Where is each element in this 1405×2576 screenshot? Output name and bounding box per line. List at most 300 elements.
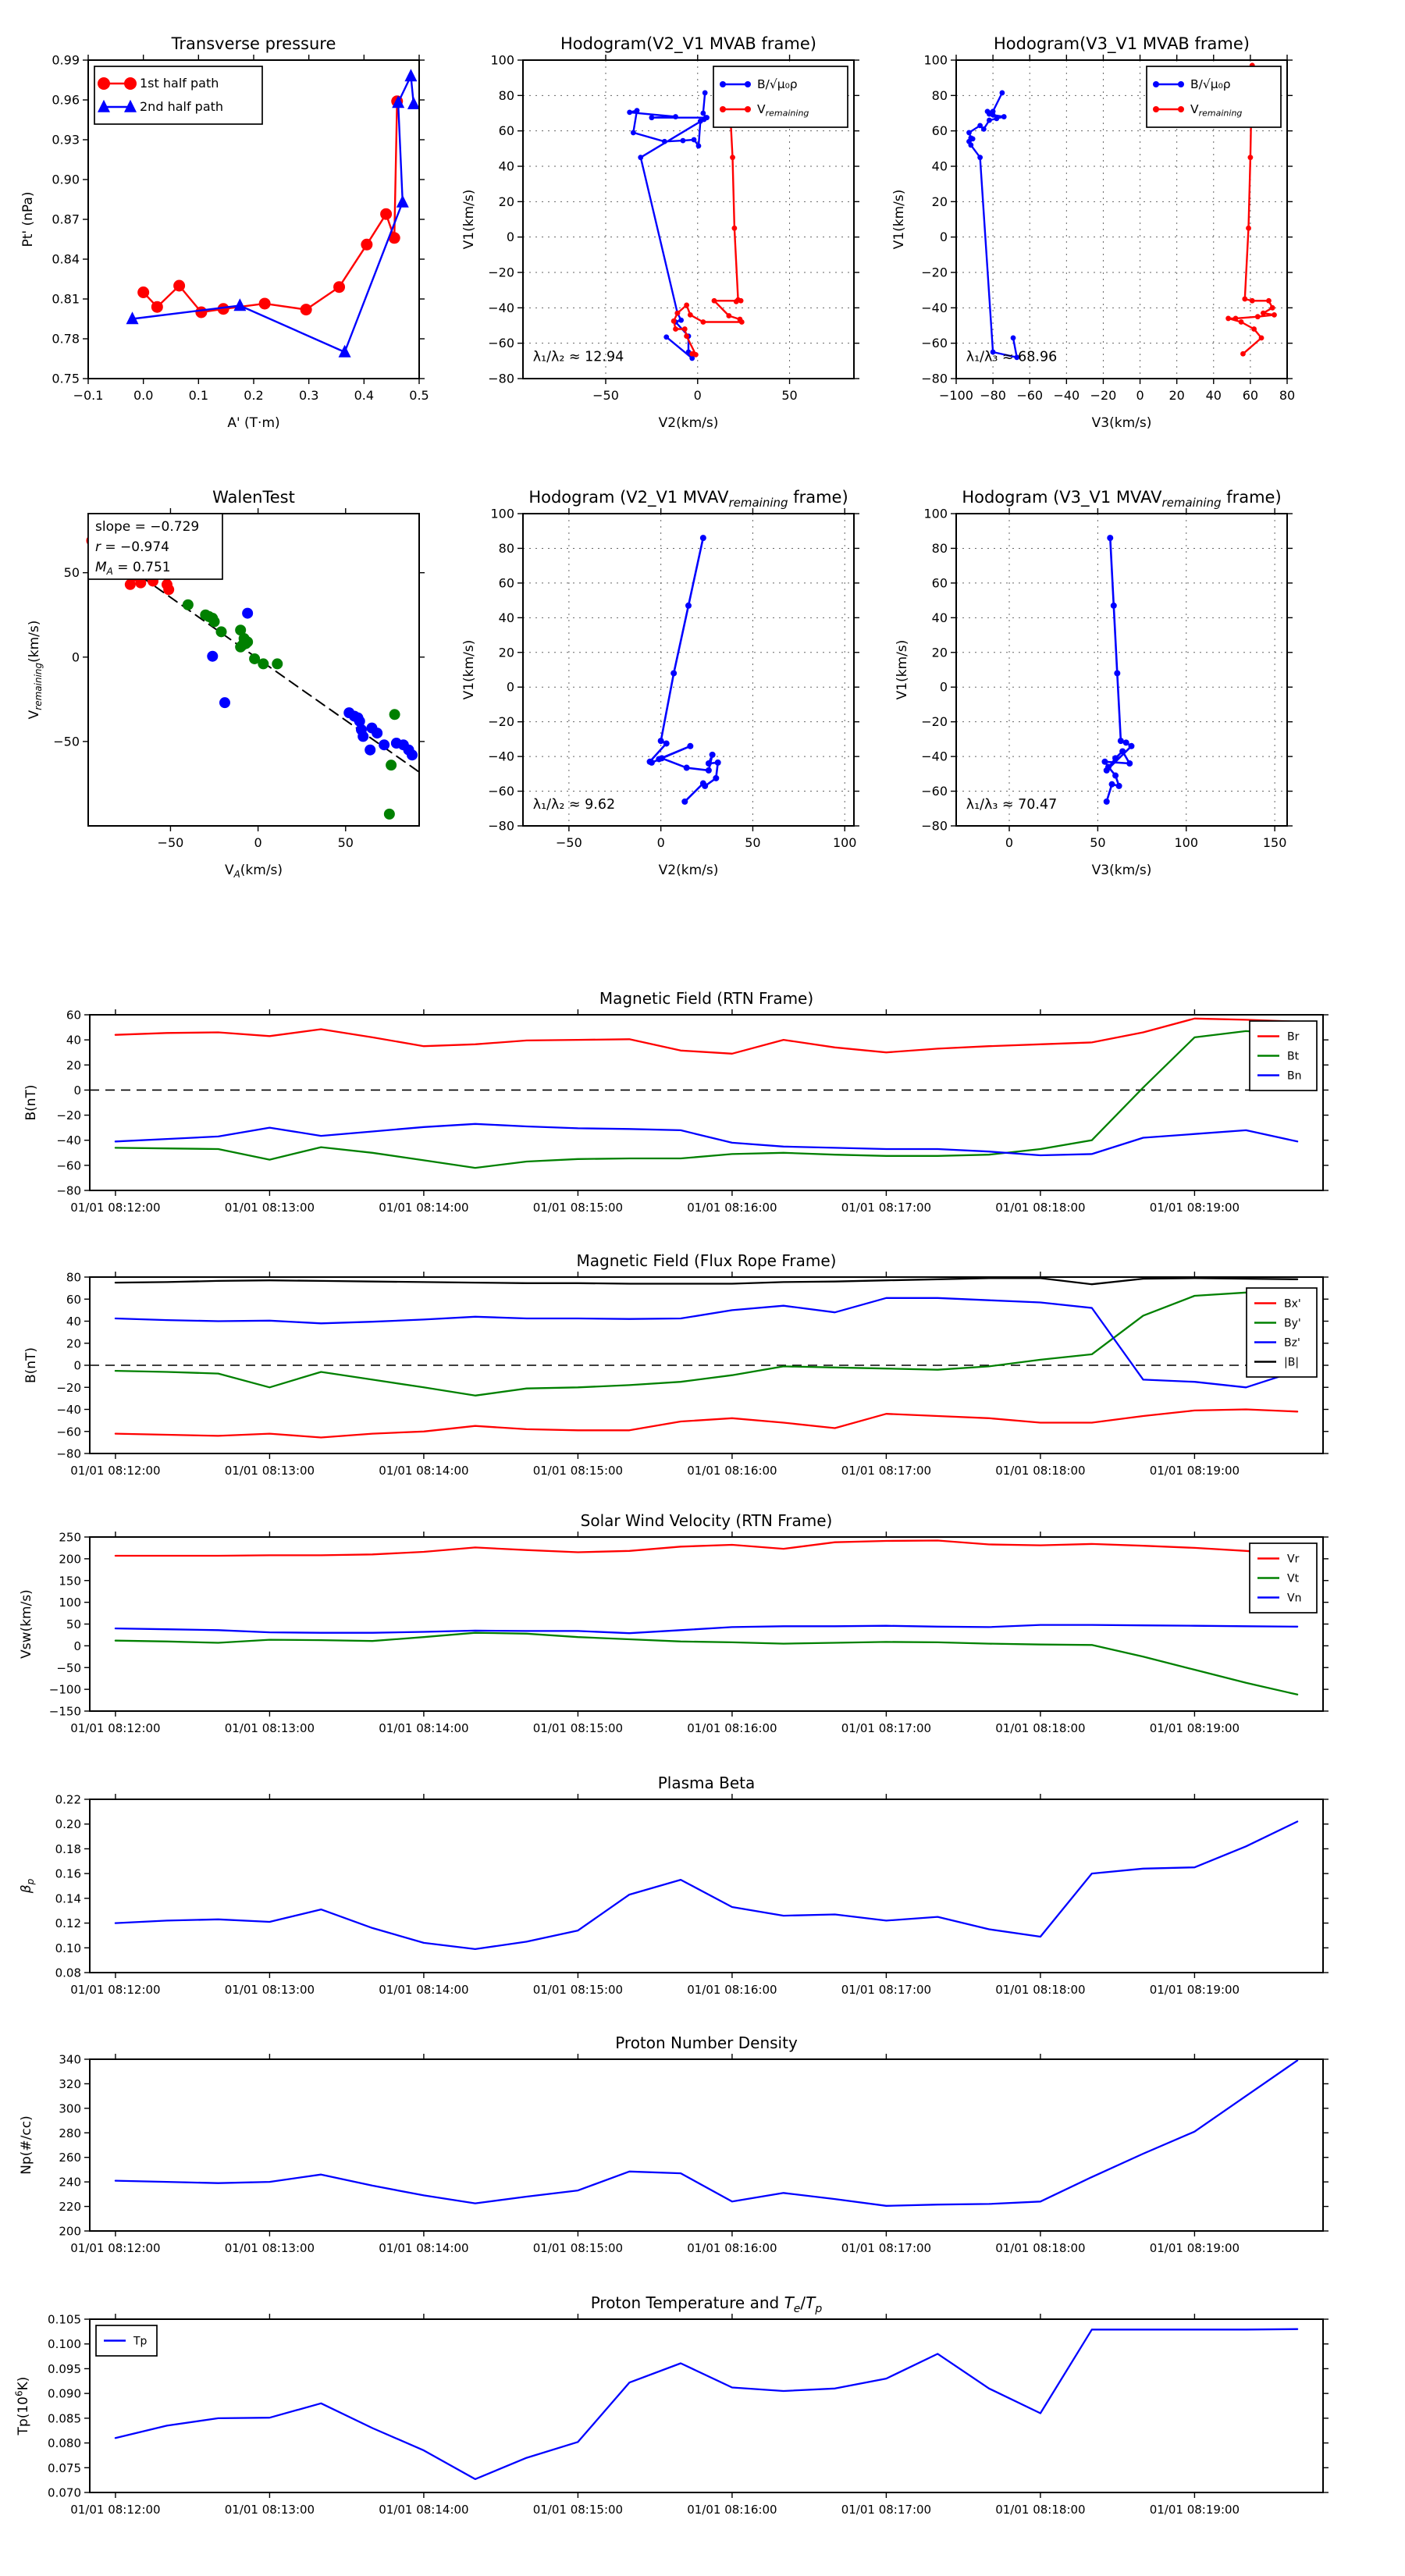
marker bbox=[684, 765, 690, 771]
y-tick-label: 20 bbox=[66, 1058, 81, 1073]
marker bbox=[1239, 319, 1244, 325]
x-tick-label: 01/01 08:18:00 bbox=[995, 1201, 1086, 1215]
panel-title: Solar Wind Velocity (RTN Frame) bbox=[580, 1511, 833, 1530]
marker bbox=[999, 91, 1005, 96]
x-tick-label: 01/01 08:15:00 bbox=[532, 1721, 624, 1735]
y-axis-label: $V_{remaining}(km/s)$ bbox=[27, 620, 44, 720]
axes-frame bbox=[90, 1015, 1323, 1190]
y-tick-label: 100 bbox=[490, 52, 514, 68]
panel-title: Hodogram (V3_V1 $MVAV_{remaining}$ frame) bbox=[962, 488, 1282, 511]
panel-proton-number-density bbox=[19, 2033, 1329, 2255]
x-tick-label: 01/01 08:17:00 bbox=[841, 2503, 932, 2517]
x-tick-label: 01/01 08:19:00 bbox=[1149, 2241, 1240, 2255]
marker bbox=[977, 123, 983, 128]
x-tick-label: 20 bbox=[1168, 388, 1185, 403]
panel-solar-wind-velocity bbox=[19, 1511, 1329, 1735]
x-tick-label: 01/01 08:15:00 bbox=[532, 1983, 624, 1997]
marker bbox=[1261, 311, 1266, 316]
x-tick-label: 150 bbox=[1262, 835, 1287, 850]
x-tick-label: 01/01 08:13:00 bbox=[224, 2503, 315, 2517]
marker bbox=[258, 658, 269, 669]
y-tick-label: 0.90 bbox=[52, 172, 80, 187]
x-tick-label: 01/01 08:19:00 bbox=[1149, 2503, 1240, 2517]
marker bbox=[720, 106, 726, 112]
solar-wind-velocity-series-Vr bbox=[116, 1541, 1297, 1557]
x-tick-label: 01/01 08:16:00 bbox=[687, 1464, 777, 1478]
y-tick-label: 100 bbox=[490, 506, 514, 521]
y-tick-label: 40 bbox=[931, 610, 948, 625]
y-tick-label: −40 bbox=[56, 1403, 81, 1417]
y-tick-label: 0 bbox=[73, 1638, 81, 1653]
x-axis-label: V2(km/s) bbox=[658, 863, 719, 878]
annotation-line: slope = −0.729 bbox=[95, 519, 200, 535]
x-tick-label: −50 bbox=[157, 835, 184, 850]
marker bbox=[386, 760, 397, 770]
marker bbox=[1240, 351, 1246, 357]
y-tick-label: 80 bbox=[498, 87, 514, 103]
marker bbox=[738, 298, 744, 304]
x-tick-label: 80 bbox=[1279, 388, 1296, 403]
x-tick-label: 50 bbox=[337, 835, 354, 850]
marker bbox=[1255, 314, 1261, 319]
x-tick-label: 0.5 bbox=[409, 388, 429, 403]
marker bbox=[684, 333, 689, 339]
marker bbox=[726, 313, 731, 318]
x-tick-label: −80 bbox=[980, 388, 1006, 403]
y-tick-label: 0.095 bbox=[48, 2361, 81, 2376]
marker bbox=[379, 739, 389, 750]
y-tick-label: −60 bbox=[921, 336, 948, 351]
y-tick-label: 0.22 bbox=[55, 1792, 81, 1807]
marker bbox=[685, 603, 692, 609]
y-axis-label: B(nT) bbox=[23, 1084, 39, 1121]
x-tick-label: 01/01 08:15:00 bbox=[532, 1201, 624, 1215]
y-tick-label: 0.16 bbox=[55, 1866, 81, 1881]
axes-frame bbox=[523, 514, 854, 826]
marker bbox=[649, 760, 655, 766]
y-tick-label: 40 bbox=[66, 1033, 81, 1048]
marker bbox=[670, 670, 677, 676]
x-tick-label: 0.0 bbox=[133, 388, 154, 403]
y-tick-label: 60 bbox=[498, 575, 514, 591]
marker bbox=[384, 809, 395, 820]
y-tick-label: 40 bbox=[498, 158, 514, 174]
x-axis-label: V2(km/s) bbox=[658, 415, 719, 431]
y-tick-label: −20 bbox=[488, 714, 514, 730]
marker bbox=[219, 697, 230, 708]
x-tick-label: 01/01 08:18:00 bbox=[995, 1721, 1086, 1735]
marker bbox=[745, 81, 751, 87]
marker bbox=[684, 303, 689, 308]
y-tick-label: 20 bbox=[498, 645, 514, 660]
x-axis-label: A' (T·m) bbox=[227, 415, 280, 431]
marker bbox=[124, 77, 137, 90]
y-axis-label: B(nT) bbox=[23, 1347, 39, 1384]
y-tick-label: 260 bbox=[59, 2151, 81, 2165]
x-tick-label: 01/01 08:15:00 bbox=[532, 1464, 624, 1478]
marker bbox=[1116, 783, 1122, 789]
y-tick-label: 40 bbox=[931, 158, 948, 174]
marker bbox=[1112, 755, 1119, 761]
y-tick-label: 0.075 bbox=[48, 2460, 81, 2475]
annotation-text: λ₁/λ₂ ≈ 9.62 bbox=[532, 797, 616, 813]
transverse-pressure-legend bbox=[94, 66, 262, 124]
marker bbox=[987, 118, 992, 123]
marker bbox=[272, 658, 283, 669]
y-tick-label: 0.81 bbox=[52, 291, 80, 307]
x-tick-label: −50 bbox=[592, 388, 619, 403]
marker bbox=[673, 326, 678, 332]
panel-title: Magnetic Field (Flux Rope Frame) bbox=[576, 1251, 837, 1270]
y-tick-label: 340 bbox=[59, 2052, 81, 2067]
x-tick-label: 0.4 bbox=[354, 388, 375, 403]
y-tick-label: 200 bbox=[59, 2224, 81, 2239]
marker bbox=[173, 280, 185, 292]
y-tick-label: 40 bbox=[498, 610, 514, 625]
x-tick-label: 01/01 08:14:00 bbox=[379, 2503, 469, 2517]
marker bbox=[407, 749, 418, 760]
x-tick-label: 01/01 08:12:00 bbox=[70, 1464, 161, 1478]
x-tick-label: 01/01 08:17:00 bbox=[841, 1201, 932, 1215]
marker bbox=[687, 743, 693, 749]
y-tick-label: 0.070 bbox=[48, 2485, 81, 2500]
y-tick-label: 320 bbox=[59, 2076, 81, 2091]
y-axis-label: Pt' (nPa) bbox=[20, 191, 36, 247]
axes-frame bbox=[90, 1537, 1323, 1711]
y-tick-label: −60 bbox=[56, 1425, 81, 1439]
marker bbox=[1246, 226, 1251, 231]
x-tick-label: 01/01 08:14:00 bbox=[379, 1464, 469, 1478]
marker bbox=[663, 740, 670, 746]
marker bbox=[681, 138, 686, 144]
y-tick-label: 200 bbox=[59, 1552, 81, 1567]
panel-title: Transverse pressure bbox=[171, 34, 336, 53]
marker bbox=[301, 304, 312, 315]
magnetic-field-flux-rope-series-Bmag bbox=[116, 1278, 1297, 1284]
y-tick-label: 0.085 bbox=[48, 2411, 81, 2426]
marker bbox=[1119, 748, 1126, 754]
y-tick-label: 100 bbox=[923, 506, 948, 521]
x-tick-label: 01/01 08:12:00 bbox=[70, 1983, 161, 1997]
legend-label: 1st half path bbox=[140, 76, 219, 91]
y-tick-label: 0.090 bbox=[48, 2386, 81, 2401]
y-tick-label: 0.84 bbox=[52, 251, 80, 267]
x-tick-label: 01/01 08:16:00 bbox=[687, 2503, 777, 2517]
hodogram-v3v1-mvab-legend bbox=[1147, 66, 1281, 127]
x-tick-label: 0 bbox=[254, 835, 262, 850]
x-tick-label: 01/01 08:18:00 bbox=[995, 2503, 1086, 2517]
marker bbox=[125, 579, 136, 590]
y-tick-label: 80 bbox=[931, 87, 948, 103]
x-tick-label: 01/01 08:19:00 bbox=[1149, 1464, 1240, 1478]
x-tick-label: 01/01 08:17:00 bbox=[841, 2241, 932, 2255]
x-axis-label: V3(km/s) bbox=[1091, 415, 1152, 431]
y-tick-label: −60 bbox=[488, 336, 514, 351]
y-tick-label: 50 bbox=[63, 565, 80, 581]
marker bbox=[662, 139, 667, 144]
x-tick-label: 50 bbox=[745, 835, 761, 850]
x-axis-label: $V_A(km/s)$ bbox=[224, 863, 283, 881]
y-tick-label: −40 bbox=[488, 749, 514, 764]
y-axis-label: V1(km/s) bbox=[895, 639, 910, 700]
y-tick-label: 0.080 bbox=[48, 2436, 81, 2451]
proton-temperature-series-Tp bbox=[116, 2329, 1297, 2479]
x-tick-label: 01/01 08:18:00 bbox=[995, 1464, 1086, 1478]
marker bbox=[696, 144, 702, 149]
x-tick-label: 100 bbox=[1174, 835, 1199, 850]
legend-label: Vn bbox=[1287, 1592, 1302, 1605]
marker bbox=[704, 115, 710, 120]
panel-title: Hodogram (V2_V1 $MVAV_{remaining}$ frame) bbox=[528, 488, 848, 511]
y-tick-label: 0 bbox=[73, 1358, 81, 1373]
x-tick-label: 01/01 08:14:00 bbox=[379, 1983, 469, 1997]
marker bbox=[1104, 799, 1110, 805]
legend-label: $V_{remaining}$ bbox=[757, 102, 809, 119]
x-tick-label: 01/01 08:13:00 bbox=[224, 1464, 315, 1478]
y-tick-label: −80 bbox=[56, 1183, 81, 1198]
y-tick-label: 300 bbox=[59, 2101, 81, 2116]
hodogram-v2v1-mvab-legend bbox=[713, 66, 848, 127]
y-tick-label: 0.18 bbox=[55, 1841, 81, 1856]
y-tick-label: −20 bbox=[488, 265, 514, 280]
y-tick-label: 0.87 bbox=[52, 212, 80, 227]
magnetic-field-rtn-series-Bn bbox=[116, 1124, 1297, 1155]
marker bbox=[404, 69, 417, 81]
marker bbox=[215, 626, 226, 637]
marker bbox=[994, 116, 999, 121]
marker bbox=[663, 334, 669, 340]
y-tick-label: 20 bbox=[498, 194, 514, 209]
marker bbox=[710, 752, 716, 758]
y-tick-label: 60 bbox=[66, 1008, 81, 1023]
x-tick-label: 01/01 08:18:00 bbox=[995, 2241, 1086, 2255]
marker bbox=[1107, 535, 1113, 541]
y-tick-label: 0 bbox=[506, 229, 514, 245]
marker bbox=[1225, 316, 1231, 322]
y-tick-label: −80 bbox=[488, 818, 514, 834]
x-tick-label: 01/01 08:18:00 bbox=[995, 1983, 1086, 1997]
marker bbox=[635, 108, 640, 113]
marker bbox=[658, 738, 664, 744]
y-tick-label: 0 bbox=[506, 679, 514, 695]
legend-label: Vt bbox=[1287, 1572, 1300, 1585]
marker bbox=[1114, 670, 1120, 676]
marker bbox=[659, 755, 665, 761]
marker bbox=[688, 312, 693, 318]
marker bbox=[1153, 106, 1159, 112]
panel-title: Proton Temperature and $T_e/T_p$ bbox=[590, 2293, 823, 2315]
panel-hodogram-v3v1-mvab bbox=[891, 34, 1295, 431]
legend-label: 2nd half path bbox=[140, 99, 224, 114]
y-tick-label: 40 bbox=[66, 1315, 81, 1329]
marker bbox=[966, 130, 972, 136]
legend-label: Bt bbox=[1287, 1050, 1300, 1063]
x-tick-label: 01/01 08:14:00 bbox=[379, 1721, 469, 1735]
marker bbox=[163, 584, 174, 595]
y-tick-label: 0.75 bbox=[52, 371, 80, 386]
marker bbox=[1153, 81, 1159, 87]
marker bbox=[713, 775, 719, 781]
panel-hodogram-v3v1-mvav bbox=[895, 488, 1293, 878]
x-tick-label: 01/01 08:16:00 bbox=[687, 1983, 777, 1997]
panel-hodogram-v2v1-mvab bbox=[461, 34, 859, 431]
y-tick-label: −40 bbox=[921, 300, 948, 315]
y-tick-label: 150 bbox=[59, 1574, 81, 1589]
marker bbox=[209, 616, 220, 627]
x-tick-label: 01/01 08:17:00 bbox=[841, 1721, 932, 1735]
panel-plasma-beta bbox=[19, 1774, 1329, 1997]
marker bbox=[1178, 81, 1184, 87]
y-tick-label: 80 bbox=[66, 1270, 81, 1285]
y-tick-label: 0.20 bbox=[55, 1817, 81, 1832]
x-tick-label: 60 bbox=[1242, 388, 1259, 403]
marker bbox=[242, 636, 253, 647]
y-tick-label: −20 bbox=[56, 1380, 81, 1395]
axes-frame bbox=[90, 2319, 1323, 2492]
y-tick-label: 60 bbox=[931, 575, 948, 591]
marker bbox=[1126, 760, 1133, 767]
y-tick-label: −20 bbox=[921, 714, 948, 730]
y-axis-label: Np(#/cc) bbox=[19, 2115, 34, 2175]
y-tick-label: 0 bbox=[939, 679, 948, 695]
x-tick-label: 01/01 08:15:00 bbox=[532, 2503, 624, 2517]
legend-label: By' bbox=[1284, 1317, 1301, 1330]
y-axis-label: $\beta_p$ bbox=[19, 1878, 37, 1894]
x-tick-label: 01/01 08:13:00 bbox=[224, 1201, 315, 1215]
y-tick-label: 100 bbox=[59, 1596, 81, 1610]
x-tick-label: 01/01 08:16:00 bbox=[687, 1201, 777, 1215]
solar-wind-velocity-series-Vn bbox=[116, 1625, 1297, 1634]
marker bbox=[700, 319, 706, 325]
marker bbox=[1112, 773, 1119, 779]
x-tick-label: −40 bbox=[1053, 388, 1080, 403]
legend-box bbox=[1247, 1288, 1317, 1377]
y-tick-label: 60 bbox=[498, 123, 514, 139]
x-tick-label: 50 bbox=[781, 388, 798, 403]
marker bbox=[739, 319, 745, 325]
y-tick-label: −40 bbox=[56, 1133, 81, 1148]
axes-frame bbox=[90, 1799, 1323, 1973]
panel-title: Proton Number Density bbox=[615, 2033, 798, 2052]
annotation-text: λ₁/λ₂ ≈ 12.94 bbox=[532, 349, 624, 365]
y-tick-label: 0.10 bbox=[55, 1941, 81, 1955]
marker bbox=[682, 326, 688, 332]
y-tick-label: −60 bbox=[488, 784, 514, 799]
marker bbox=[730, 155, 735, 160]
panel-transverse-pressure bbox=[20, 34, 429, 431]
y-tick-label: −100 bbox=[48, 1682, 81, 1697]
x-tick-label: 50 bbox=[1090, 835, 1106, 850]
y-tick-label: 20 bbox=[931, 645, 948, 660]
y-tick-label: −40 bbox=[488, 300, 514, 315]
marker bbox=[700, 111, 706, 116]
magnetic-field-flux-rope-series-Bx bbox=[116, 1410, 1297, 1438]
y-tick-label: 0.12 bbox=[55, 1916, 81, 1931]
panel-proton-temperature bbox=[14, 2293, 1329, 2517]
y-tick-label: 0.96 bbox=[52, 92, 80, 108]
marker bbox=[1011, 335, 1016, 340]
y-tick-label: 0 bbox=[73, 1083, 81, 1098]
x-tick-label: 01/01 08:19:00 bbox=[1149, 1721, 1240, 1735]
marker bbox=[1118, 738, 1124, 744]
annotation-line: r = −0.974 bbox=[95, 539, 169, 555]
y-tick-label: −20 bbox=[56, 1108, 81, 1123]
marker bbox=[259, 297, 271, 309]
y-tick-label: −80 bbox=[488, 371, 514, 386]
panel-title: Magnetic Field (RTN Frame) bbox=[599, 989, 814, 1008]
panel-magnetic-field-flux-rope bbox=[23, 1251, 1329, 1478]
y-axis-label: V1(km/s) bbox=[461, 189, 477, 250]
marker bbox=[98, 77, 110, 90]
walen-test-stats-box bbox=[88, 514, 222, 579]
magnetic-field-rtn-series-Br bbox=[116, 1019, 1297, 1054]
legend-label: |B| bbox=[1284, 1356, 1300, 1369]
y-tick-label: −80 bbox=[56, 1446, 81, 1461]
marker bbox=[151, 301, 163, 313]
y-tick-label: 80 bbox=[931, 540, 948, 556]
x-tick-label: 0.3 bbox=[298, 388, 319, 403]
legend-label: $V_{remaining}$ bbox=[1190, 102, 1243, 119]
y-tick-label: −150 bbox=[48, 1704, 81, 1719]
solar-wind-velocity-series-Vt bbox=[116, 1633, 1297, 1695]
marker bbox=[638, 155, 643, 160]
magnetic-field-flux-rope-series-By bbox=[116, 1293, 1300, 1396]
y-tick-label: −60 bbox=[56, 1158, 81, 1173]
marker bbox=[397, 195, 409, 208]
x-tick-label: −20 bbox=[1090, 388, 1117, 403]
marker bbox=[700, 781, 706, 787]
marker bbox=[681, 799, 688, 805]
y-tick-label: −60 bbox=[921, 784, 948, 799]
x-tick-label: 01/01 08:13:00 bbox=[224, 1983, 315, 1997]
legend-label: Tp bbox=[133, 2335, 148, 2348]
marker bbox=[627, 109, 632, 115]
marker bbox=[1270, 305, 1275, 311]
y-tick-label: 280 bbox=[59, 2126, 81, 2140]
annotation-text: λ₁/λ₃ ≈ 70.47 bbox=[966, 797, 1058, 813]
y-tick-label: 0.14 bbox=[55, 1891, 81, 1906]
x-tick-label: 01/01 08:19:00 bbox=[1149, 1983, 1240, 1997]
x-tick-label: −0.1 bbox=[73, 388, 104, 403]
marker bbox=[1242, 297, 1247, 302]
marker bbox=[1259, 335, 1264, 340]
y-tick-label: −20 bbox=[921, 265, 948, 280]
marker bbox=[1111, 603, 1117, 609]
marker bbox=[671, 318, 677, 324]
panel-title: WalenTest bbox=[212, 488, 295, 507]
marker bbox=[1101, 759, 1108, 765]
y-tick-label: 0.08 bbox=[55, 1966, 81, 1980]
y-tick-label: 0.78 bbox=[52, 331, 80, 347]
x-tick-label: 01/01 08:15:00 bbox=[532, 2241, 624, 2255]
y-tick-label: 20 bbox=[66, 1336, 81, 1351]
magnetic-field-rtn-legend bbox=[1250, 1021, 1317, 1091]
marker bbox=[712, 298, 717, 304]
y-axis-label: $Tp(10^6K)$ bbox=[13, 2376, 31, 2435]
marker bbox=[407, 97, 420, 109]
marker bbox=[372, 728, 382, 738]
y-tick-label: 240 bbox=[59, 2175, 81, 2190]
marker bbox=[1272, 312, 1277, 318]
marker bbox=[137, 286, 149, 298]
y-axis-label: Vsw(km/s) bbox=[19, 1589, 34, 1659]
x-tick-label: 0.2 bbox=[244, 388, 264, 403]
y-tick-label: −80 bbox=[921, 818, 948, 834]
y-tick-label: 60 bbox=[66, 1292, 81, 1307]
x-tick-label: 0 bbox=[1136, 388, 1144, 403]
legend-label: Bz' bbox=[1284, 1336, 1300, 1350]
y-tick-label: 60 bbox=[931, 123, 948, 139]
